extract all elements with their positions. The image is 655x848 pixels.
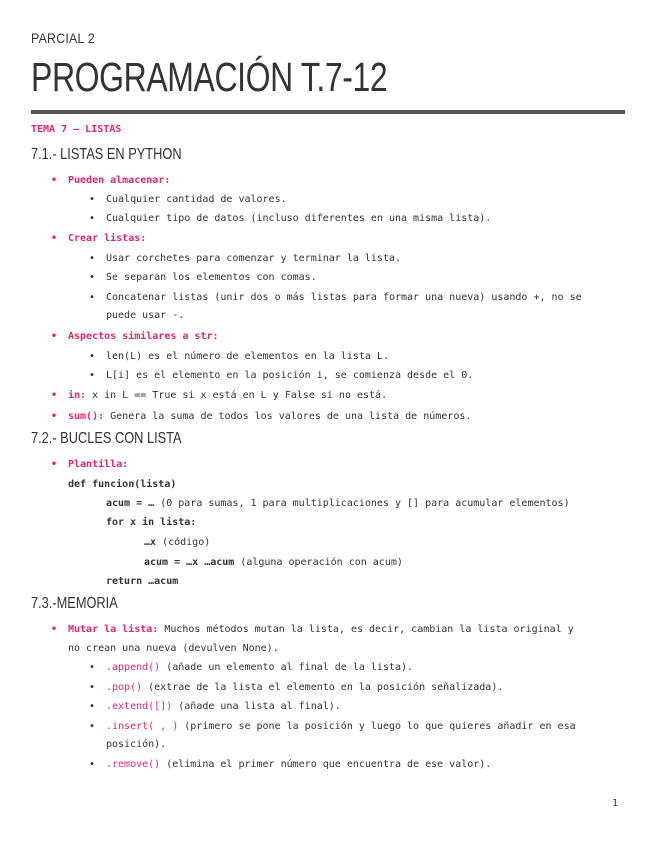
item-text: len(L) es el número de elementos en la lista L. (106, 351, 389, 362)
code-keyword: acum = …x …acum (144, 557, 235, 568)
list-item: • Crear listas: (51, 233, 147, 244)
method-item: • .extend([]) (añade una lista al final). (89, 701, 341, 712)
item-label: Mutar la lista: (68, 624, 159, 635)
code-comment: (código) (156, 537, 211, 548)
code-x (144, 536, 210, 550)
item-text: Muchos métodos mutan la lista, es decir, cambian la lista original y (158, 624, 574, 635)
method-desc: (añade una lista al final). (172, 701, 341, 712)
item-text: L[i] es el elemento en la posición i, se comienza desde el 0. (106, 370, 474, 381)
list-item: • Usar corchetes para comenzar y terminar la lista. (89, 253, 402, 264)
title-rule (31, 110, 625, 114)
code-keyword: …x (144, 537, 157, 548)
list-item: • Cualquier tipo de datos (incluso diferentes en una misma lista). (89, 213, 492, 224)
list-item-continuation (106, 738, 166, 752)
document-kicker: PARCIAL 2 (31, 30, 96, 46)
tema-label: TEMA 7 – LISTAS (31, 124, 122, 135)
list-item-continuation (106, 309, 184, 323)
code-keyword: acum = … (106, 498, 155, 509)
list-item: • len(L) es el número de elementos en la lista L. (89, 351, 389, 362)
code-for: for x in lista: (106, 517, 197, 528)
item-text: Cualquier cantidad de valores. (106, 194, 287, 205)
item-text: Usar corchetes para comenzar y terminar la lista. (106, 253, 402, 264)
method-name: .pop() (106, 682, 143, 693)
list-item: • Aspectos similares a str: (51, 331, 219, 342)
method-name: .insert( , ) (106, 721, 179, 732)
code-comment: (0 para sumas, 1 para multiplicaciones y [] para acumular elementos) (154, 498, 570, 509)
code-def: def funcion(lista) (68, 479, 177, 490)
method-item: • .pop() (extrae de la lista el elemento en la posición señalizada). (89, 682, 504, 693)
method-name: .remove() (106, 759, 161, 770)
method-item: • .append() (añade un elemento al final de la lista). (89, 662, 414, 673)
method-desc: (primero se pone la posición y luego lo que quieres añadir en esa (178, 721, 576, 732)
code-comment: (alguna operación con acum) (234, 557, 403, 568)
method-desc: (elimina el primer número que encuentra de ese valor). (160, 759, 492, 770)
item-label: in: (68, 390, 87, 401)
list-item: • sum(): Genera la suma de todos los valores de una lista de números. (51, 411, 472, 422)
item-text: posición). (106, 739, 167, 750)
method-name: .extend([]) (106, 701, 173, 712)
list-item: • in: x in L == True si x está en L y False si no está. (51, 390, 388, 401)
method-item: • .insert( , ) (primero se pone la posición y luego lo que quieres añadir en esa (89, 721, 576, 732)
item-label: Aspectos similares a str: (68, 331, 219, 342)
method-item: • .remove() (elimina el primer número que encuentra de ese valor). (89, 759, 492, 770)
item-label: Plantilla: (68, 459, 129, 470)
list-item: • Concatenar listas (unir dos o más listas para formar una nueva) usando +, no se (89, 292, 582, 303)
method-name: .append() (106, 662, 161, 673)
code-acum-update (144, 556, 403, 570)
item-text: Cualquier tipo de datos (incluso diferentes en una misma lista). (106, 213, 492, 224)
item-label: Pueden almacenar: (68, 175, 171, 186)
item-text: no crean una nueva (devulven None). (68, 643, 279, 654)
list-item: • Cualquier cantidad de valores. (89, 194, 287, 205)
method-desc: (extrae de la lista el elemento en la posición señalizada). (142, 682, 504, 693)
item-text: puede usar -. (106, 310, 185, 321)
item-text: Concatenar listas (unir dos o más listas para formar una nueva) usando +, no se (106, 292, 582, 303)
item-label: sum(): (68, 411, 105, 422)
list-item: • Mutar la lista: Muchos métodos mutan la lista, es decir, cambian la lista original y (51, 624, 574, 635)
method-desc: (añade un elemento al final de la lista). (160, 662, 414, 673)
item-text: x in L == True si x está en L y False si no está. (86, 390, 388, 401)
list-item: • Se separan los elementos con comas. (89, 272, 317, 283)
item-text: Se separan los elementos con comas. (106, 272, 317, 283)
list-item-continuation (68, 642, 279, 656)
item-label: Crear listas: (68, 233, 147, 244)
list-item: • Pueden almacenar: (51, 175, 171, 186)
list-item: • Plantilla: (51, 459, 129, 470)
code-return: return …acum (106, 576, 179, 587)
heading-7-1: 7.1.- LISTAS EN PYTHON (31, 146, 182, 163)
list-item: • L[i] es el elemento en la posición i, se comienza desde el 0. (89, 370, 474, 381)
item-text: Genera la suma de todos los valores de una lista de números. (104, 411, 472, 422)
heading-7-2: 7.2.- BUCLES CON LISTA (31, 430, 182, 447)
heading-7-3: 7.3.-MEMORIA (31, 595, 118, 612)
code-acum (106, 497, 570, 511)
page-number: 1 (612, 798, 619, 809)
document-title: PROGRAMACIÓN T.7-12 (31, 54, 388, 100)
